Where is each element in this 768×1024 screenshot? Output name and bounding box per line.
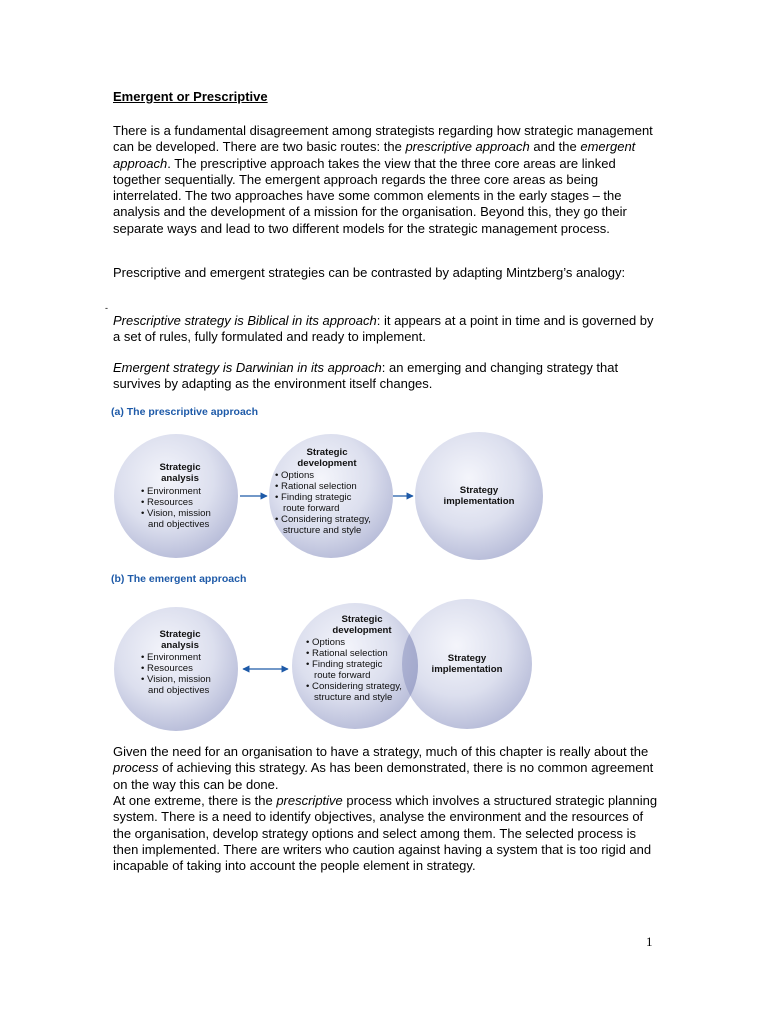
stray-mark: - — [105, 303, 108, 313]
analysis-bullet: • Environment — [141, 486, 201, 497]
paragraph-prescriptive — [113, 313, 658, 346]
implementation-heading: implementation — [443, 496, 515, 507]
emphasis-text: Prescriptive strategy is Biblical in its approach — [113, 313, 377, 328]
emphasis-text: process — [113, 760, 159, 776]
implementation-heading: Strategy — [447, 653, 487, 664]
development-bullet: • Finding strategic — [275, 492, 352, 503]
development-heading: Strategic — [306, 447, 348, 458]
paragraph-text: Given the need for an organisation to have a strategy, much of this chapter is really about the — [113, 744, 649, 759]
implementation-heading: implementation — [431, 664, 503, 675]
paragraph-text: of achieving this strategy. As has been demonstrated, there is no common agreement on the way this can be done. — [113, 760, 654, 792]
paragraph-text: . The prescriptive approach takes the view that the three core areas are linked together sequentially. The emergent approach regards the three core areas as being interrelated. The two approaches have some common elements in the early stages – the analysis and the development of a mission for the organisation. Beyond this, they go their separate ways and lead to two different models for the strategic management process. — [113, 155, 627, 236]
development-heading: development — [297, 458, 357, 469]
emergent-diagram — [110, 592, 650, 740]
paragraph-text: : it appears at a point in time and is governed by a set of rules, fully formulated and ready to implement. — [113, 313, 654, 345]
analysis-bullet: and objectives — [148, 519, 210, 530]
development-bullet: • Options — [306, 637, 346, 648]
emphasis-text: prescriptive approach — [405, 139, 530, 155]
development-bullet: • Rational selection — [306, 648, 388, 659]
development-bullet: • Options — [275, 470, 315, 481]
paragraph-extreme — [113, 793, 658, 874]
paragraph-text: At one extreme, there is the — [113, 793, 277, 808]
paragraph-process — [113, 744, 658, 793]
analysis-heading: Strategic — [159, 462, 201, 473]
development-bullet: structure and style — [283, 525, 362, 536]
paragraph-text: : an emerging and changing strategy that survives by adapting as the environment itself changes. — [113, 360, 619, 392]
development-bullet: • Considering strategy, — [306, 681, 402, 692]
prescriptive-diagram — [110, 420, 650, 570]
development-bullet: • Rational selection — [275, 481, 357, 492]
implementation-heading: Strategy — [459, 485, 499, 496]
emphasis-text: Emergent strategy is Darwinian in its approach — [113, 360, 382, 375]
development-bullet: route forward — [283, 503, 340, 514]
paragraph-text: and the — [529, 139, 581, 155]
development-bullet: • Finding strategic — [306, 659, 383, 670]
page-title: Emergent or Prescriptive — [113, 89, 268, 104]
figure-a-title: (a) The prescriptive approach — [111, 406, 259, 418]
development-heading: development — [332, 625, 392, 636]
paragraph-intro — [113, 123, 658, 237]
analysis-bullet: • Resources — [141, 663, 193, 674]
analysis-bullet: and objectives — [148, 685, 210, 696]
page-number: 1 — [646, 934, 653, 949]
development-bullet: route forward — [314, 670, 371, 681]
analysis-heading: Strategic — [159, 629, 201, 640]
development-bullet: • Considering strategy, — [275, 514, 371, 525]
analysis-bullet: • Vision, mission — [141, 508, 211, 519]
analysis-bullet: • Environment — [141, 652, 201, 663]
analysis-bullet: • Vision, mission — [141, 674, 211, 685]
paragraph-emergent — [113, 360, 658, 393]
figure-b-title: (b) The emergent approach — [111, 573, 247, 585]
development-bullet: structure and style — [314, 692, 393, 703]
paragraph-text: There is a fundamental disagreement among strategists regarding how strategic management can be developed. There are two basic routes: the — [113, 123, 653, 155]
paragraph-text: process which involves a structured strategic planning system. There is a need to identify objectives, analyse the environment and the resources of the organisation, develop strategy options and select among them. The selected process is then implemented. There are writers who caution against having a system that is too rigid and incapable of taking into account the people element in strategy. — [113, 793, 658, 874]
emphasis-text: prescriptive — [276, 793, 343, 808]
analysis-bullet: • Resources — [141, 497, 193, 508]
analysis-heading: analysis — [161, 640, 199, 651]
emphasis-text: emergent approach — [113, 139, 636, 171]
paragraph-analogy: Prescriptive and emergent strategies can be contrasted by adapting Mintzberg’s analogy: — [113, 265, 626, 280]
analysis-heading: analysis — [161, 473, 199, 484]
development-heading: Strategic — [341, 614, 383, 625]
